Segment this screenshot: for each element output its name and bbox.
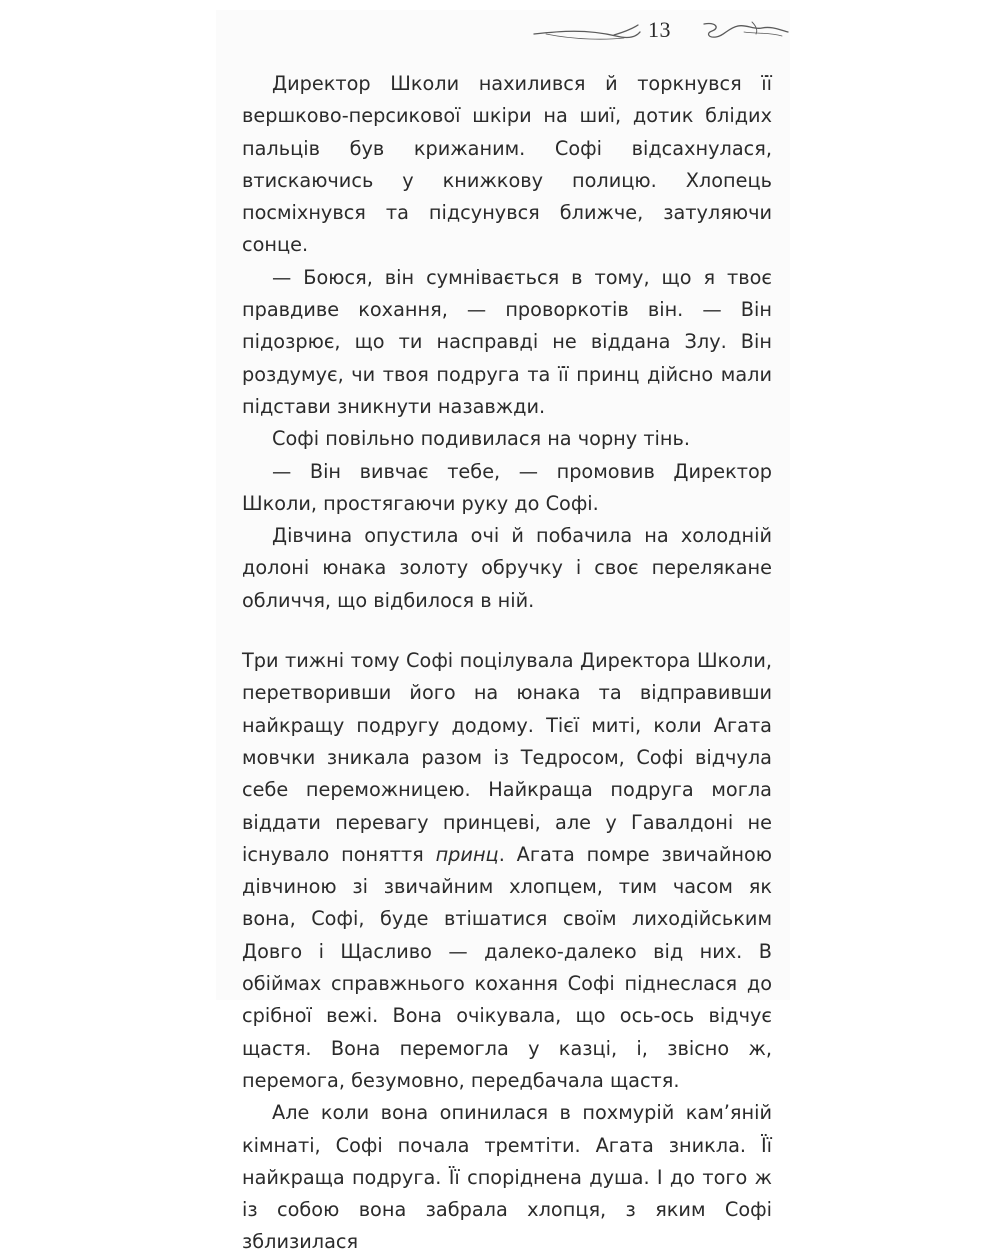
body-text [242,68,772,1259]
paragraph-6-end: . Агата помре звичайною дівчиною зі звичайним хлопцем, тим часом як вона, Софі, буде втішатися своїм лиходійським Довго і Щасливо — далеко-далеко від них. В обіймах справжнього кохання Софі піднеслася до срібної вежі. Вона очікувала, що ось-ось відчує щастя. Вона перемогла у казці, і, звісно ж, перемога, безумовно, передбачала щастя. [242,842,772,1092]
paragraph-5: Дівчина опустила очі й побачила на холодній долоні юнака золоту обручку і своє перелякане обличчя, що відбилося в ній. [242,524,772,612]
page-header [216,10,790,60]
paragraph-2: — Боюся, він сумнівається в тому, що я твоє правдиве кохання, — проворкотів він. — Він підозрює, що ти насправді не віддана Злу. Він роздумує, чи твоя подруга та її принц дійсно мали підстави зникнути назавжди. [242,265,772,418]
page-number: 13 [648,17,671,42]
flourish-right-icon [704,22,788,37]
paragraph-6 [242,645,772,1097]
paragraph-6-start: Три тижні тому Софі поцілувала Директора Школи, перетворивши його на юнака та відправивши найкращу подругу додому. Тієї миті, коли Агата мовчки зникала разом із Тедросом, Софі відчула себе переможницею. Найкраща подруга могла віддати перевагу принцеві, але у Гавалдоні не існувало поняття [242,649,772,866]
paragraph-4: — Він вивчає тебе, — промовив Директор Школи, простягаючи руку до Софі. [242,459,772,515]
section-break [242,617,772,645]
paragraph-1: Директор Школи нахилився й торкнувся її вершково-персикової шкіри на шиї, дотик блідих пальців був крижаним. Софі відсахнулася, втискаючись у книжкову полицю. Хлопець посміхнувся та підсунувся ближче, затуляючи сонце. [242,72,772,257]
italic-word: принц [435,842,499,866]
flourish-left-icon [534,25,640,39]
book-page [216,10,790,1254]
paragraph-7: Але коли вона опинилася в похмурій кам’яній кімнаті, Софі почала тремтіти. Агата зникла. Її найкраща подруга. Її споріднена душа. І до того ж із собою вона забрала хлопця, з яким Софі зблизилася [242,1101,772,1254]
header-ornaments [216,10,790,60]
paragraph-3: Софі повільно подивилася на чорну тінь. [272,427,691,451]
